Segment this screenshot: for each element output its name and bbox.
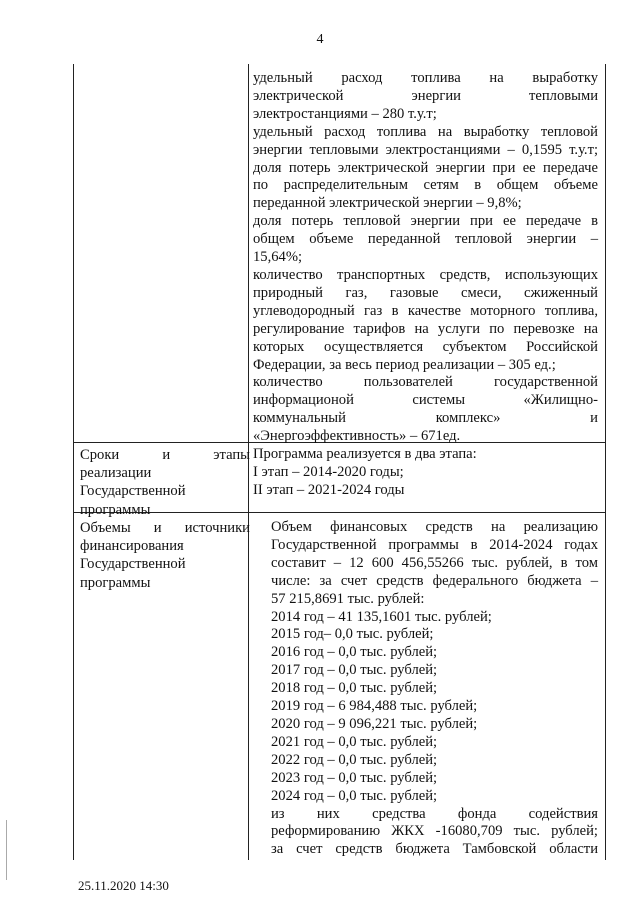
text-line: доля потерь тепловой энергии при ее передаче в xyxy=(253,213,598,230)
text-line: за счет средств бюджета Тамбовской области xyxy=(271,841,598,858)
text-line: регулирование тарифов на услуги по перевозке на xyxy=(253,320,598,337)
text-line: удельный расход топлива на выработку xyxy=(253,70,598,86)
text-line: электростанциями – 280 т.у.т; xyxy=(253,105,437,122)
text-line: II этап – 2021-2024 годы xyxy=(253,481,405,498)
text-line: 15,64%; xyxy=(253,249,303,266)
text-line: Объем финансовых средств на реализацию xyxy=(271,519,598,535)
text-line: составит – 12 600 456,55266 тыс. рублей, в том xyxy=(271,554,598,571)
text-line: 2019 год – 6 984,488 тыс. рублей; xyxy=(271,698,478,715)
text-line: природный газ, газовые смеси, сжиженный xyxy=(253,284,598,301)
text-line: 2016 год – 0,0 тыс. рублей; xyxy=(271,644,438,661)
text-line: Государственной программы в 2014-2024 годах xyxy=(271,536,598,553)
label-line: программы xyxy=(80,501,151,518)
text-line: 2022 год – 0,0 тыс. рублей; xyxy=(271,751,438,768)
text-line: числе: за счет средств федерального бюджета – xyxy=(271,572,598,589)
program-passport-table xyxy=(73,64,605,860)
label-line: реализации xyxy=(80,465,152,482)
text-line: 2020 год – 9 096,221 тыс. рублей; xyxy=(271,715,478,732)
label-line: Государственной xyxy=(80,556,186,573)
terms-content-cell xyxy=(253,446,598,500)
print-timestamp: 25.11.2020 14:30 xyxy=(78,878,169,893)
text-line: энергии тепловыми электростанциями – 0,1595 т.у.т; xyxy=(253,141,598,158)
label-line: финансирования xyxy=(80,538,184,555)
text-line: 2023 год – 0,0 тыс. рублей; xyxy=(271,769,438,786)
text-line: 2015 год– 0,0 тыс. рублей; xyxy=(271,626,434,643)
page-number: 4 xyxy=(316,32,324,47)
funding-content-cell xyxy=(253,519,598,859)
indicators-cell xyxy=(253,70,598,446)
label-line: программы xyxy=(80,574,151,591)
text-line: I этап – 2014-2020 годы; xyxy=(253,463,404,480)
text-line: 2017 год – 0,0 тыс. рублей; xyxy=(271,662,438,679)
text-line: 2021 год – 0,0 тыс. рублей; xyxy=(271,733,438,750)
text-line: доля потерь электрической энергии при ее передаче xyxy=(253,159,598,176)
text-line: коммунальный комплекс» и xyxy=(253,410,598,427)
text-line: по распределительным сетям в общем объеме xyxy=(253,177,598,194)
text-line: удельный расход топлива на выработку тепловой xyxy=(253,123,598,140)
label-line: Государственной xyxy=(80,483,186,500)
text-line: переданной электрической энергии – 9,8%; xyxy=(253,195,522,212)
label-line: Сроки и этапы xyxy=(80,447,250,463)
text-line: Программа реализуется в два этапа: xyxy=(253,446,477,462)
text-line: 2024 год – 0,0 тыс. рублей; xyxy=(271,787,438,804)
table-border-left xyxy=(73,64,74,860)
text-line: 57 215,8691 тыс. рублей: xyxy=(271,590,425,607)
text-line: которых осуществляется субъектом Российской xyxy=(253,338,598,355)
text-line: общем объеме переданной тепловой энергии – xyxy=(253,231,598,248)
funding-label-cell xyxy=(80,519,250,592)
text-line: из них средства фонда содействия xyxy=(271,805,598,822)
text-line: Федерации, за весь период реализации – 305 ед.; xyxy=(253,356,556,373)
text-line: реформированию ЖКХ -16080,709 тыс. рублей; xyxy=(271,823,598,840)
scan-edge-mark xyxy=(6,820,7,880)
text-line: электрической энергии тепловыми xyxy=(253,87,598,104)
text-line: количество пользователей государственной xyxy=(253,374,598,391)
text-line: 2014 год – 41 135,1601 тыс. рублей; xyxy=(271,608,492,625)
text-line: 2018 год – 0,0 тыс. рублей; xyxy=(271,680,438,697)
text-line: углеводородный газ в качестве моторного топлива, xyxy=(253,302,598,319)
text-line: количество транспортных средств, использующих xyxy=(253,266,598,283)
terms-label-cell xyxy=(80,446,250,519)
label-line: Объемы и источники xyxy=(80,520,250,536)
text-line: «Энергоэффективность» – 671ед. xyxy=(253,428,461,445)
table-border-right xyxy=(605,64,606,860)
text-line: информационой системы «Жилищно- xyxy=(253,392,598,409)
